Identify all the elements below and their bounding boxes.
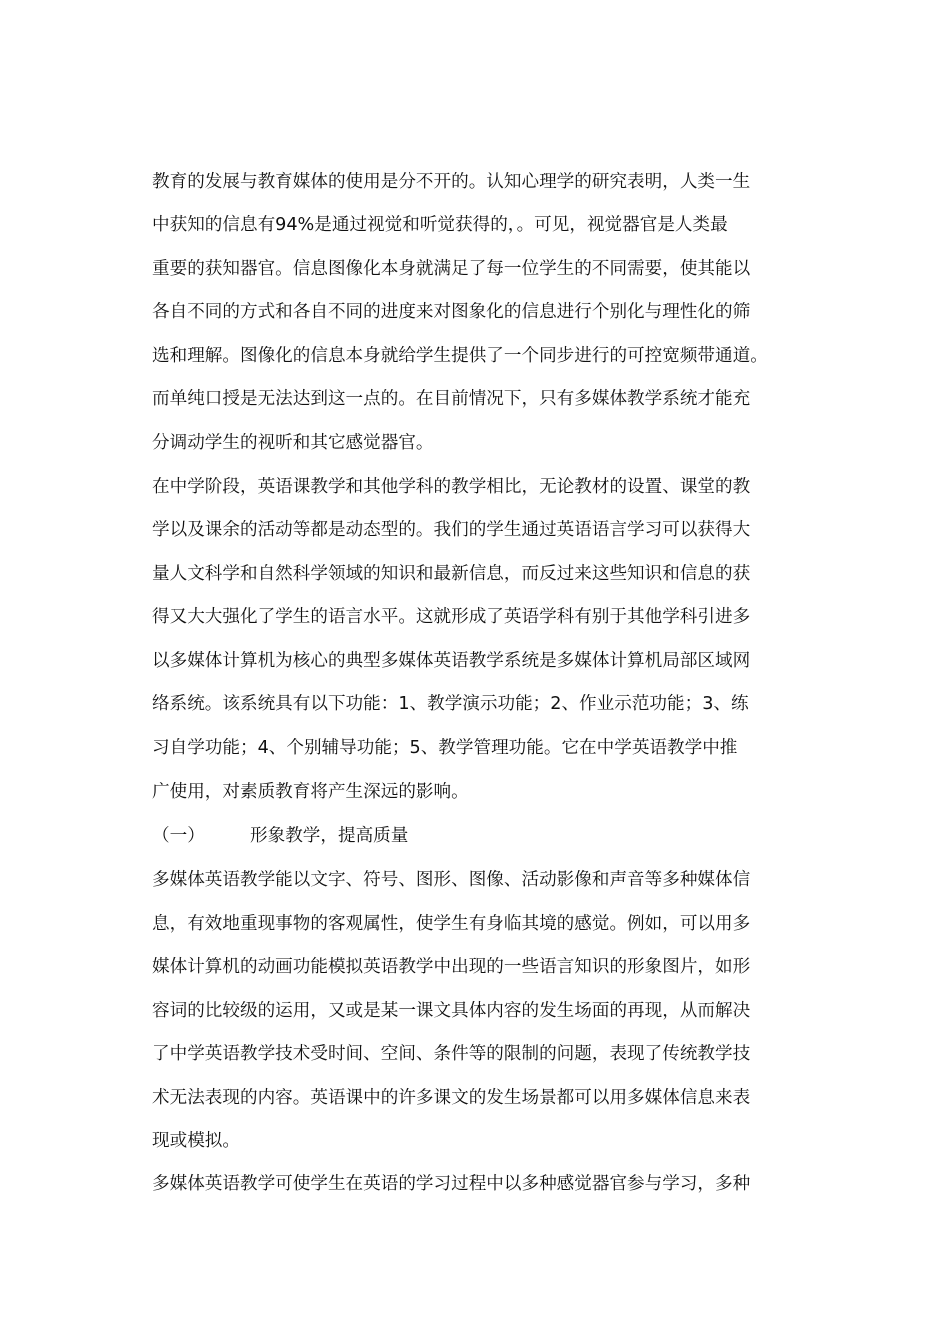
text-line: 术无法表现的内容。英语课中的许多课文的发生场景都可以用多媒体信息来表 xyxy=(152,1088,751,1108)
text-line: 得又大大强化了学生的语言水平。这就形成了英语学科有别于其他学科引进多 xyxy=(152,607,751,627)
section-heading-number: （一） xyxy=(152,826,205,846)
text-line: 学以及课余的活动等都是动态型的。我们的学生通过英语语言学习可以获得大 xyxy=(152,520,751,540)
text-line: 多媒体英语教学可使学生在英语的学习过程中以多种感觉器官参与学习，多种 xyxy=(152,1174,751,1194)
text-line: 息，有效地重现事物的客观属性，使学生有身临其境的感觉。例如，可以用多 xyxy=(152,914,751,934)
section-heading-title: 形象教学，提高质量 xyxy=(250,826,409,846)
text-line: 多媒体英语教学能以文字、符号、图形、图像、活动影像和声音等多种媒体信 xyxy=(152,870,751,890)
text-line: 教育的发展与教育媒体的使用是分不开的。认知心理学的研究表明，人类一生 xyxy=(152,172,751,192)
text-line: 媒体计算机的动画功能模拟英语教学中出现的一些语言知识的形象图片，如形 xyxy=(152,957,751,977)
text-line: 重要的获知器官。信息图像化本身就满足了每一位学生的不同需要，使其能以 xyxy=(152,259,751,279)
text-line: 络系统。该系统具有以下功能：1、教学演示功能；2、作业示范功能；3、练 xyxy=(152,694,749,714)
text-line: 了中学英语教学技术受时间、空间、条件等的限制的问题，表现了传统教学技 xyxy=(152,1044,751,1064)
text-line: 而单纯口授是无法达到这一点的。在目前情况下，只有多媒体教学系统才能充 xyxy=(152,389,751,409)
text-line: 习自学功能；4、个别辅导功能；5、教学管理功能。它在中学英语教学中推 xyxy=(152,738,738,758)
text-line: 现或模拟。 xyxy=(152,1131,240,1151)
text-line: 各自不同的方式和各自不同的进度来对图象化的信息进行个别化与理性化的筛 xyxy=(152,302,751,322)
text-line: 分调动学生的视听和其它感觉器官。 xyxy=(152,433,434,453)
text-line: 在中学阶段，英语课教学和其他学科的教学相比，无论教材的设置、课堂的教 xyxy=(152,477,751,497)
text-line: 以多媒体计算机为核心的典型多媒体英语教学系统是多媒体计算机局部区域网 xyxy=(152,651,751,671)
text-line: 广使用，对素质教育将产生深远的影响。 xyxy=(152,782,469,802)
text-line: 容词的比较级的运用，又或是某一课文具体内容的发生场面的再现，从而解决 xyxy=(152,1001,751,1021)
text-line: 选和理解。图像化的信息本身就给学生提供了一个同步进行的可控宽频带通道。 xyxy=(152,346,768,366)
text-line: 量人文科学和自然科学领域的知识和最新信息，而反过来这些知识和信息的获 xyxy=(152,564,751,584)
text-line: 中获知的信息有94%是通过视觉和听觉获得的，。可见，视觉器官是人类最 xyxy=(152,215,728,235)
